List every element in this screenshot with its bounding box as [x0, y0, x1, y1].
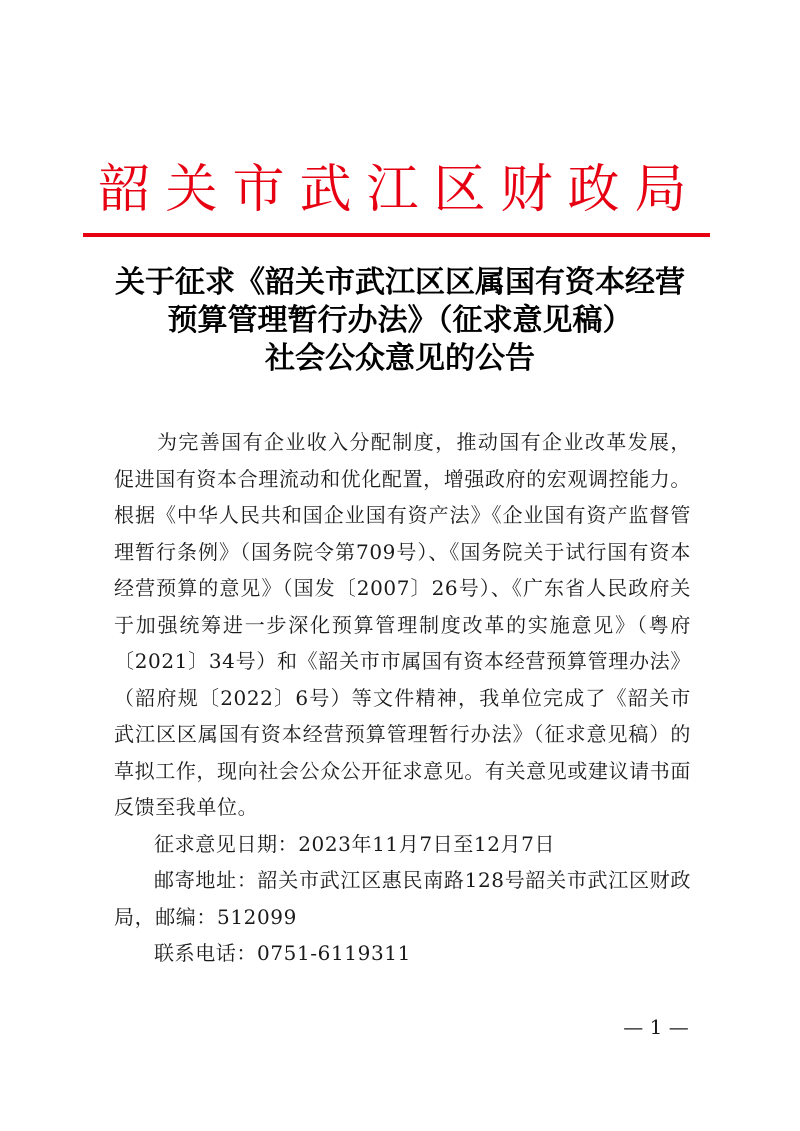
document-title	[0, 264, 800, 378]
title-line-1: 关于征求《韶关市武江区区属国有资本经营	[115, 265, 685, 300]
red-divider-line	[83, 233, 710, 237]
comment-period: 征求意见日期：2023年11月7日至12月7日	[154, 831, 556, 856]
document-body	[114, 424, 691, 972]
page-number: — 1 —	[623, 1015, 689, 1039]
issuer-header: 韶关市武江区财政局	[98, 160, 702, 220]
title-line-2: 预算管理暂行办法》（征求意见稿）	[167, 303, 633, 338]
mailing-address: 邮寄地址：韶关市武江区惠民南路128号韶关市武江区财政局，邮编：512099	[114, 868, 691, 929]
body-paragraph-main: 为完善国有企业收入分配制度，推动国有企业改革发展，促进国有资本合理流动和优化配置，增强政府的宏观调控能力。根据《中华人民共和国企业国有资产法》《企业国有资产监督管理暂行条例》（国务院令第709号）、《国务院关于试行国有资本经营预算的意见》（国发〔2007〕26号）、《广东省人民政府关于加强统筹进一步深化预算管理制度改革的实施意见》（粤府〔2021〕34号）和《韶关市市属国有资本经营预算管理办法》（韶府规〔2022〕6号）等文件精神，我单位完成了《韶关市武江区区属国有资本经营预算管理暂行办法》（征求意见稿）的草拟工作，现向社会公众公开征求意见。有关意见或建议请书面反馈至我单位。	[114, 430, 691, 819]
title-line-3: 社会公众意见的公告	[265, 341, 535, 376]
contact-phone: 联系电话：0751-6119311	[154, 941, 411, 965]
